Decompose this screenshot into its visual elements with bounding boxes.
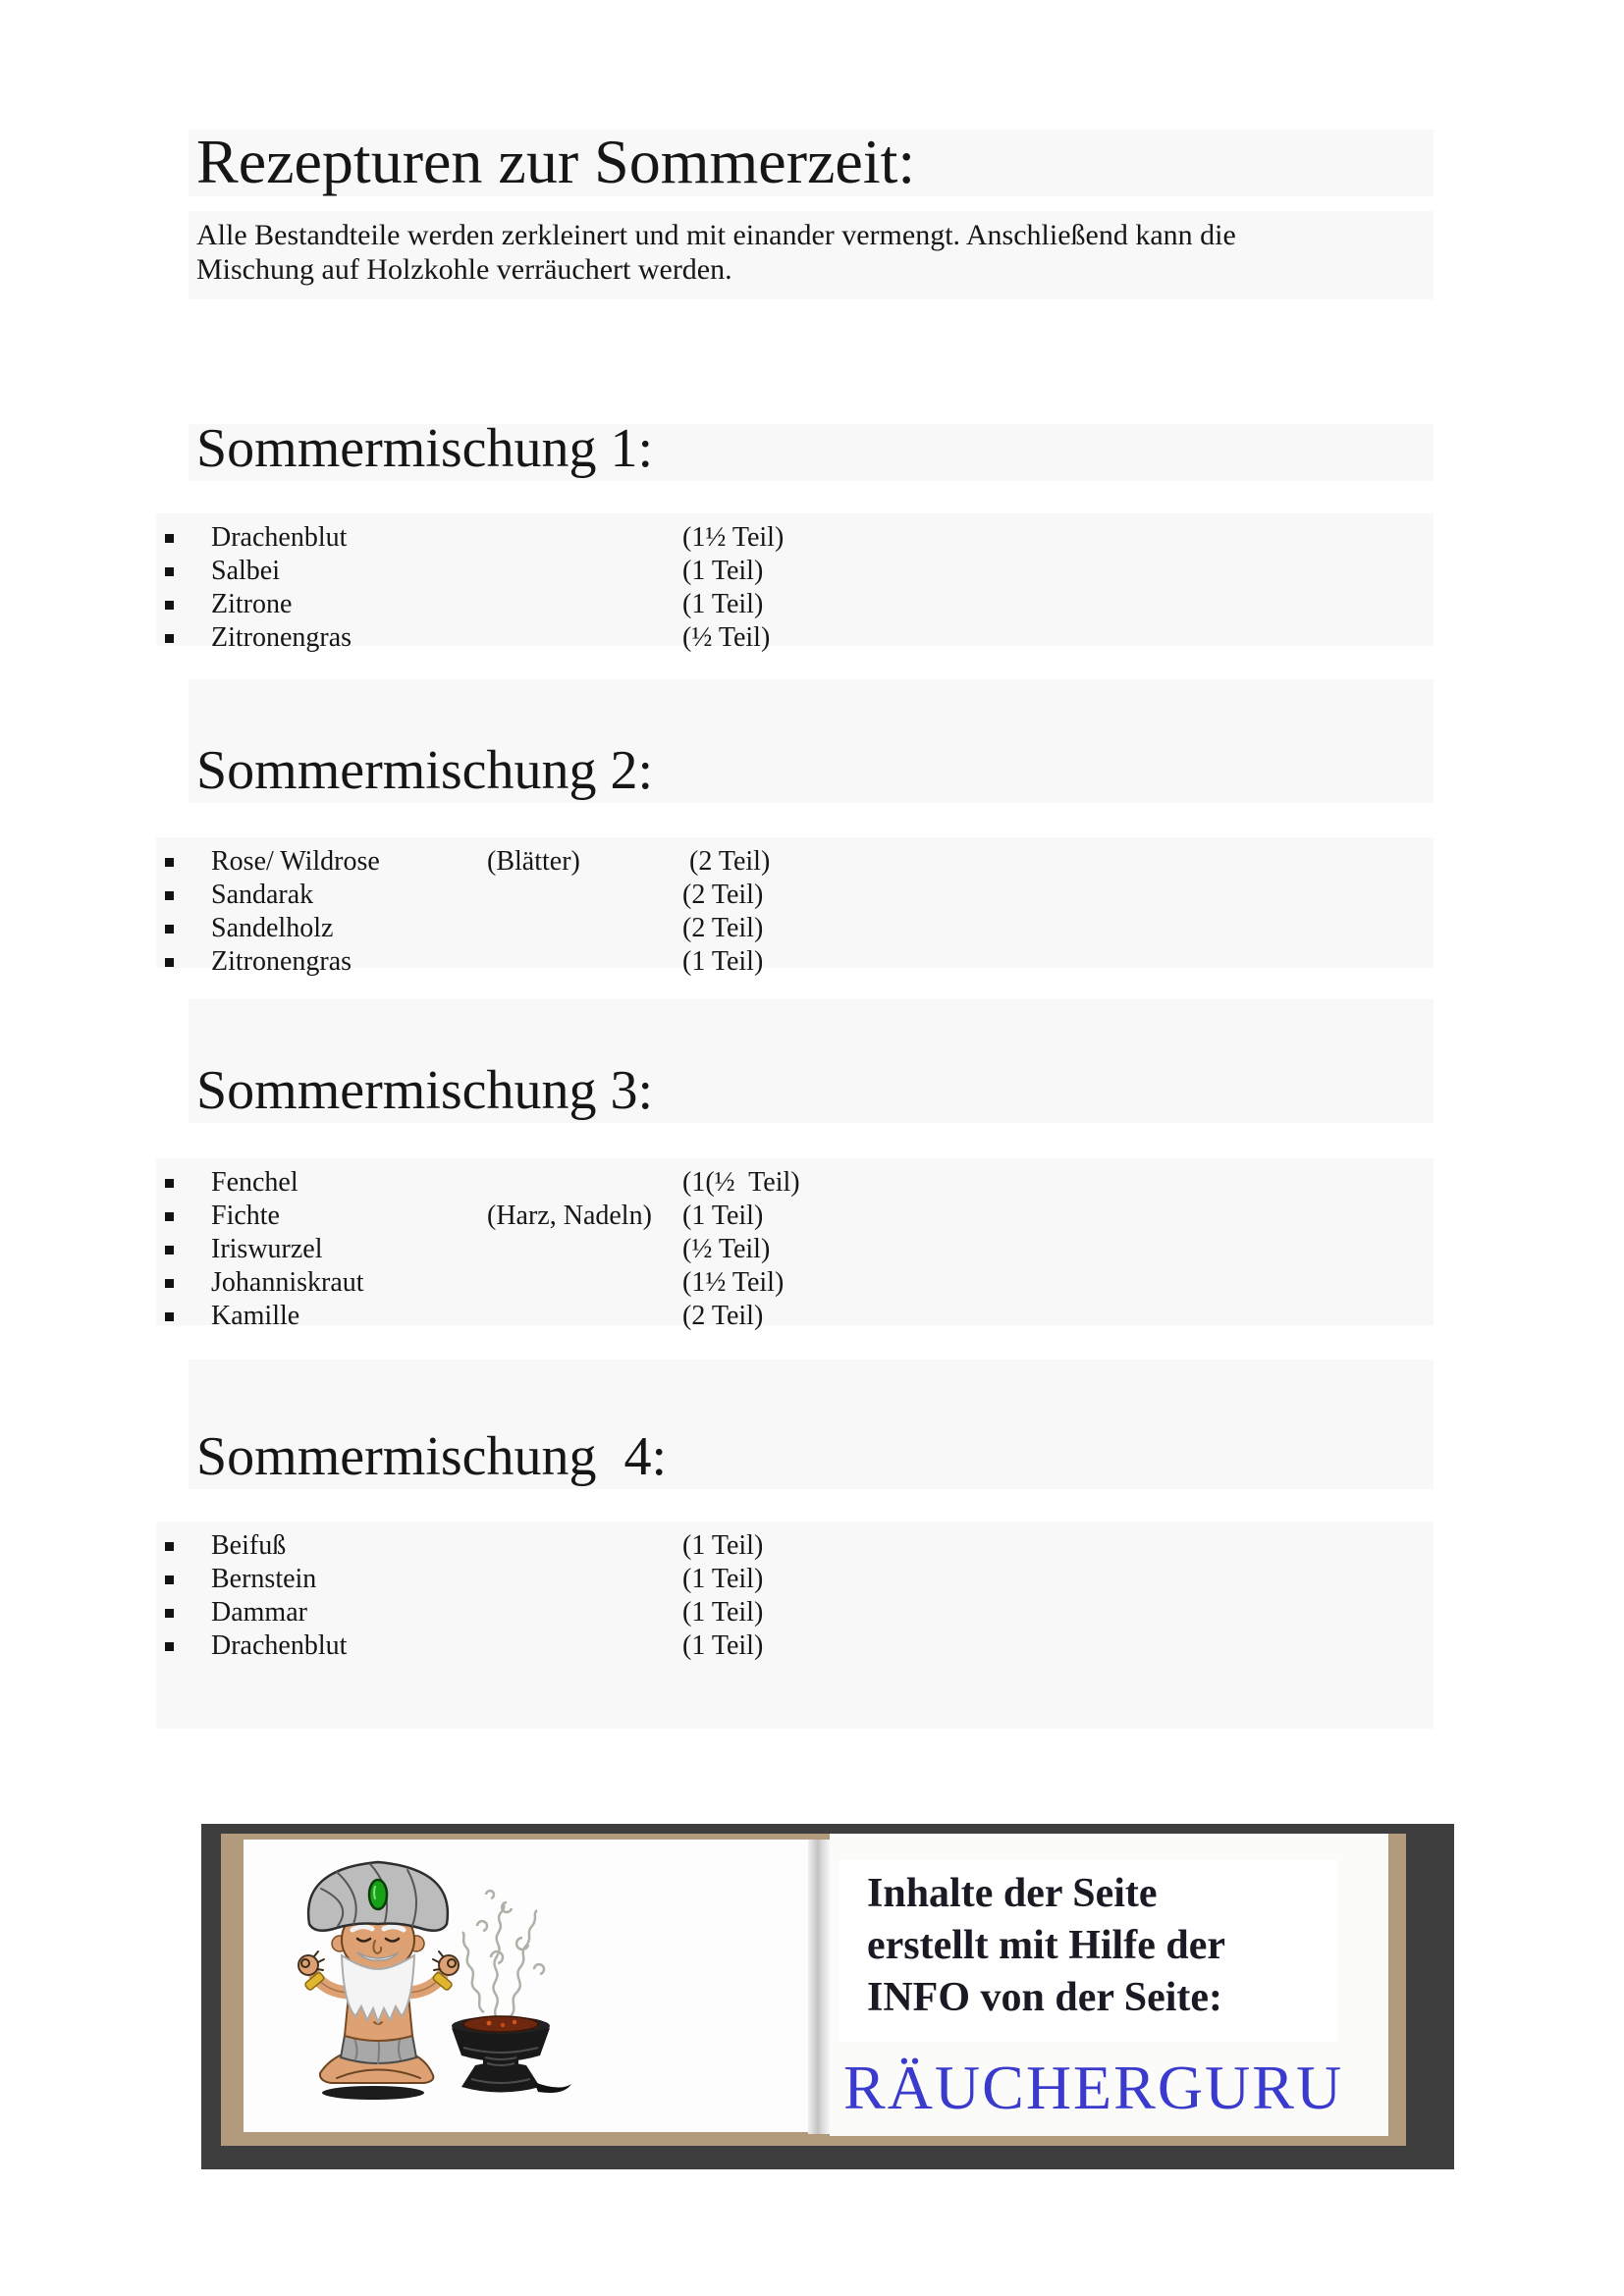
open-book-frame <box>221 1834 1406 2146</box>
ingredient-list <box>156 837 1434 977</box>
ingredient-amount: (2 Teil) <box>682 846 771 877</box>
bullet-square-icon <box>165 1609 174 1618</box>
ingredient-name: Zitronengras <box>211 946 352 977</box>
bullet-square-icon <box>165 567 174 576</box>
section-heading-band <box>189 999 1434 1123</box>
section-heading: Sommermischung 3: <box>196 1060 654 1121</box>
section-heading-band <box>189 418 1434 481</box>
ingredient-note: (Blätter) <box>487 846 580 877</box>
ingredient-row <box>156 912 1434 945</box>
banner-caption-line-3: INFO von der Seite: <box>867 1975 1223 2020</box>
ingredient-amount: (2 Teil) <box>682 1301 764 1331</box>
raeucherguru-banner <box>201 1824 1454 2169</box>
intro-line-2: Mischung auf Holzkohle verräuchert werden. <box>196 253 732 286</box>
ingredient-name: Salbei <box>211 556 280 586</box>
intro-line-1: Alle Bestandteile werden zerkleinert und mit einander vermengt. Anschließend kann die <box>196 219 1236 251</box>
ingredient-row <box>156 1266 1434 1300</box>
ingredient-row <box>156 845 1434 879</box>
bullet-square-icon <box>165 1246 174 1255</box>
raeucherguru-link[interactable]: RÄUCHERGURU <box>843 2053 1344 2122</box>
ingredient-name: Johanniskraut <box>211 1267 364 1298</box>
ingredient-row <box>156 879 1434 912</box>
bullet-square-icon <box>165 1312 174 1321</box>
ingredient-name: Sandelholz <box>211 913 334 943</box>
ingredient-note: (Harz, Nadeln) <box>487 1201 652 1231</box>
section-heading-band <box>189 679 1434 803</box>
ingredient-row <box>156 945 1434 979</box>
ingredient-row <box>156 1166 1434 1200</box>
bullet-square-icon <box>165 1212 174 1221</box>
ingredient-list <box>156 1158 1434 1331</box>
ingredient-name: Rose/ Wildrose <box>211 846 380 877</box>
section-heading: Sommermischung 2: <box>196 740 654 801</box>
ingredient-row <box>156 521 1434 555</box>
book-spine <box>808 1840 830 2134</box>
ingredient-amount: (1(½ Teil) <box>682 1167 800 1198</box>
ingredient-amount: (1½ Teil) <box>682 522 785 553</box>
ingredient-amount: (½ Teil) <box>682 1234 771 1264</box>
ingredient-name: Fichte <box>211 1201 280 1231</box>
ingredient-amount: (2 Teil) <box>682 913 764 943</box>
ingredient-name: Bernstein <box>211 1564 317 1594</box>
intro-band <box>189 211 1434 299</box>
guru-shadow-icon <box>322 2086 424 2100</box>
ingredient-amount: (2 Teil) <box>682 880 764 910</box>
ingredient-row <box>156 621 1434 655</box>
meditating-guru-icon <box>298 1862 459 2083</box>
ingredient-name: Dammar <box>211 1597 307 1628</box>
guru-illustration <box>244 1840 808 2132</box>
banner-caption-line-1: Inhalte der Seite <box>867 1871 1158 1916</box>
ingredient-amount: (1½ Teil) <box>682 1267 785 1298</box>
page-title: Rezepturen zur Sommerzeit: <box>196 127 916 196</box>
section-heading-band <box>189 1360 1434 1489</box>
ingredient-name: Zitronengras <box>211 622 352 653</box>
bullet-square-icon <box>165 1279 174 1288</box>
ingredient-name: Drachenblut <box>211 522 348 553</box>
bullet-square-icon <box>165 1642 174 1651</box>
bullet-square-icon <box>165 925 174 934</box>
ingredient-name: Beifuß <box>211 1530 287 1561</box>
ingredient-row <box>156 1596 1434 1629</box>
ingredient-amount: (1 Teil) <box>682 556 764 586</box>
ingredient-name: Drachenblut <box>211 1630 348 1661</box>
ingredient-amount: (1 Teil) <box>682 589 764 619</box>
ingredient-amount: (½ Teil) <box>682 622 771 653</box>
incense-burner-icon <box>452 1891 571 2093</box>
ingredient-row <box>156 1563 1434 1596</box>
ingredient-name: Sandarak <box>211 880 314 910</box>
ingredient-name: Iriswurzel <box>211 1234 323 1264</box>
banner-caption-line-2: erstellt mit Hilfe der <box>867 1923 1225 1968</box>
bullet-square-icon <box>165 1179 174 1188</box>
ingredient-amount: (1 Teil) <box>682 946 764 977</box>
ingredient-amount: (1 Teil) <box>682 1630 764 1661</box>
book-page-right <box>830 1834 1388 2136</box>
intro-paragraph <box>189 211 1434 287</box>
ingredient-amount: (1 Teil) <box>682 1530 764 1561</box>
book-page-left <box>244 1840 808 2132</box>
ingredient-row <box>156 1629 1434 1663</box>
ingredient-amount: (1 Teil) <box>682 1201 764 1231</box>
bullet-square-icon <box>165 891 174 900</box>
bullet-square-icon <box>165 534 174 543</box>
ingredient-row <box>156 1200 1434 1233</box>
ingredient-row <box>156 1300 1434 1333</box>
ingredient-name: Fenchel <box>211 1167 298 1198</box>
section-heading: Sommermischung 1: <box>196 418 654 479</box>
ingredient-name: Kamille <box>211 1301 300 1331</box>
bullet-square-icon <box>165 1575 174 1584</box>
ingredient-amount: (1 Teil) <box>682 1564 764 1594</box>
ingredient-row <box>156 1529 1434 1563</box>
section-heading: Sommermischung 4: <box>196 1426 668 1487</box>
banner-caption <box>839 1860 1338 2042</box>
ingredient-row <box>156 1233 1434 1266</box>
ingredient-row <box>156 555 1434 588</box>
title-band <box>189 127 1434 196</box>
ingredient-list <box>156 1522 1434 1729</box>
ingredient-name: Zitrone <box>211 589 293 619</box>
turban-gem-icon <box>369 1880 387 1909</box>
bullet-square-icon <box>165 601 174 610</box>
bullet-square-icon <box>165 958 174 967</box>
bullet-square-icon <box>165 858 174 867</box>
bullet-square-icon <box>165 634 174 643</box>
bullet-square-icon <box>165 1542 174 1551</box>
ingredient-amount: (1 Teil) <box>682 1597 764 1628</box>
ingredient-list <box>156 513 1434 653</box>
ingredient-row <box>156 588 1434 621</box>
